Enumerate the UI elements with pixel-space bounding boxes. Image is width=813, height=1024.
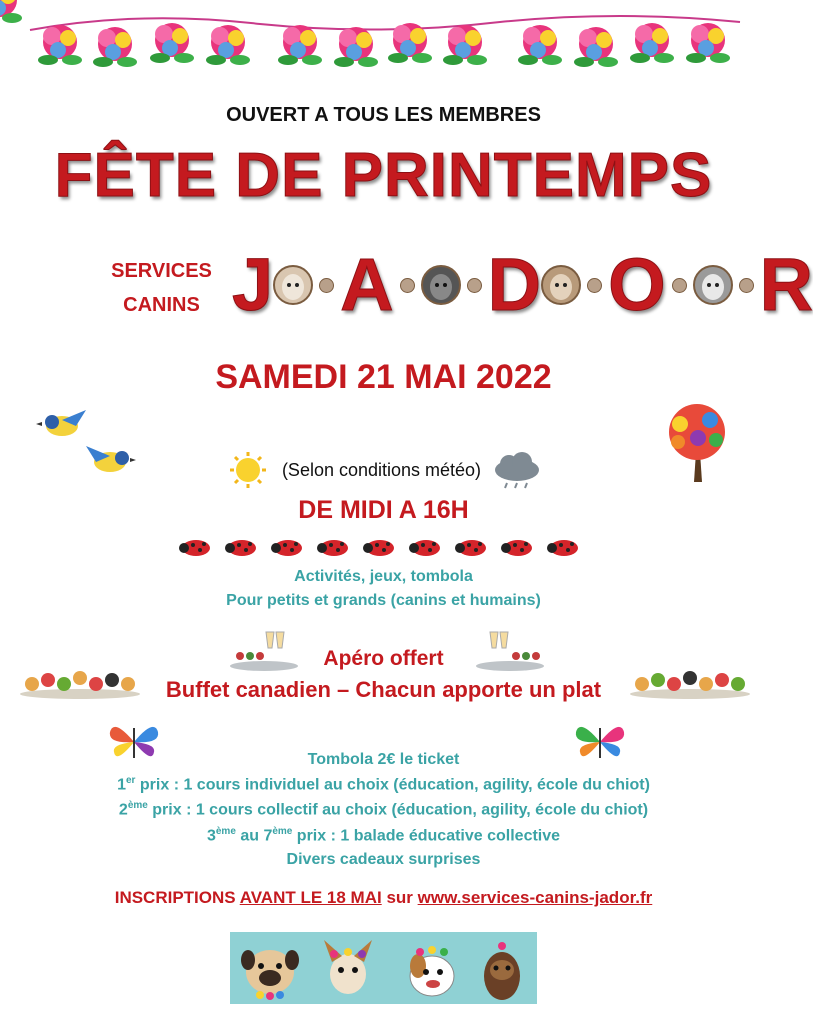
registration-middle: sur — [381, 888, 418, 907]
prize-2-text: prix : 1 cours collectif au choix (éducation, agility, école du chiot) — [147, 801, 649, 819]
registration-prefix: INSCRIPTIONS — [114, 888, 240, 907]
logo-dot — [319, 278, 334, 293]
prize-2-sup: ème — [127, 800, 148, 811]
prize-2-num: 2 — [118, 801, 128, 819]
prize-1 — [0, 775, 767, 794]
weather-row — [0, 450, 767, 495]
logo-letter-d: D — [487, 243, 542, 326]
apero-text: Apéro offert — [323, 647, 444, 670]
logo-dot — [400, 278, 415, 293]
registration-line — [0, 888, 767, 908]
services-line-2: CANINS — [123, 294, 200, 316]
logo-letter-o: O — [608, 243, 666, 326]
event-date: SAMEDI 21 MAI 2022 — [215, 358, 552, 396]
dog-photo-icon — [693, 265, 733, 305]
activities-line-2: Pour petits et grands (canins et humains) — [226, 592, 541, 609]
buffet-text: Buffet canadien – Chacun apporte un plat — [165, 677, 602, 702]
surprise-gifts: Divers cadeaux surprises — [286, 851, 481, 868]
logo-dot — [739, 278, 754, 293]
prize-1-num: 1 — [117, 776, 126, 794]
dogs-illustration — [230, 932, 537, 1004]
event-hours: DE MIDI A 16H — [298, 496, 469, 524]
jador-logo — [232, 240, 813, 330]
logo-letter-j: J — [232, 243, 274, 326]
logo-dot — [467, 278, 482, 293]
tombola-ticket: Tombola 2€ le ticket — [307, 751, 460, 768]
registration-deadline: AVANT LE 18 MAI — [239, 888, 382, 907]
services-canins-label — [94, 254, 229, 322]
prize-1-text: prix : 1 cours individuel au choix (éducation, agility, école du chiot) — [135, 776, 650, 794]
sun-icon — [222, 450, 274, 490]
prize-3-sup: ème — [215, 826, 236, 837]
activities-line-1: Activités, jeux, tombola — [294, 568, 473, 585]
weather-note: (Selon conditions météo) — [281, 459, 482, 480]
dog-photo-icon — [541, 265, 581, 305]
logo-dot — [587, 278, 602, 293]
prize-3-num: 3 — [206, 827, 216, 845]
cloud-icon — [489, 450, 545, 490]
dog-photo-icon — [421, 265, 461, 305]
website-link[interactable]: www.services-canins-jador.fr — [417, 888, 653, 907]
logo-letter-r: R — [759, 243, 813, 326]
ladybug-row — [180, 537, 590, 557]
services-line-1: SERVICES — [111, 260, 212, 282]
logo-letter-a: A — [340, 243, 394, 326]
prize-3-sup2: ème — [272, 826, 293, 837]
prize-3 — [0, 826, 767, 845]
logo-dot — [672, 278, 687, 293]
prize-3-text: prix : 1 balade éducative collective — [292, 827, 561, 845]
dog-photo-icon — [273, 265, 313, 305]
page-title: FÊTE DE PRINTEMPS — [54, 141, 713, 210]
prize-2 — [0, 800, 767, 819]
prize-3-mid: au 7 — [235, 827, 273, 845]
flower-garland — [0, 0, 767, 90]
prize-1-sup: er — [126, 775, 136, 786]
dogs-banner — [230, 932, 537, 1004]
header-top-line: OUVERT A TOUS LES MEMBRES — [226, 104, 541, 126]
